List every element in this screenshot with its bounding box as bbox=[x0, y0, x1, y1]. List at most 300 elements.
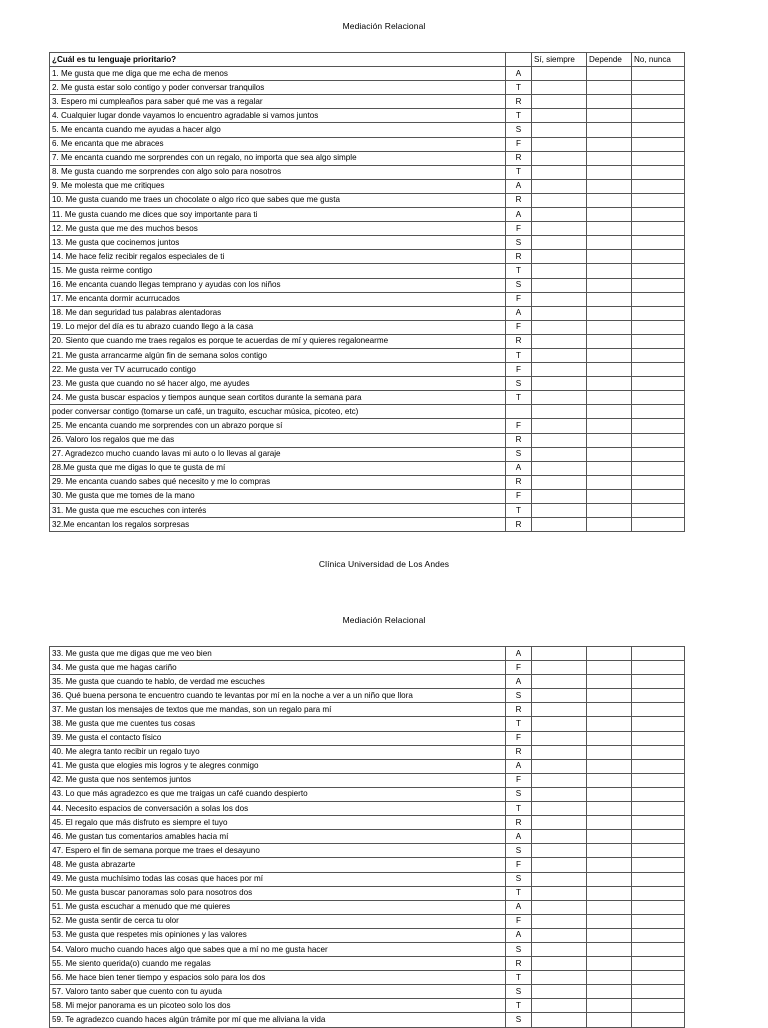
answer-si-siempre-cell[interactable] bbox=[532, 773, 587, 787]
language-code: R bbox=[506, 250, 532, 264]
answer-no-nunca-cell[interactable] bbox=[632, 759, 685, 773]
answer-si-siempre-cell[interactable] bbox=[532, 957, 587, 971]
answer-depende-cell[interactable] bbox=[587, 81, 632, 95]
answer-depende-cell[interactable] bbox=[587, 489, 632, 503]
answer-no-nunca-cell[interactable] bbox=[632, 208, 685, 222]
page1-title: Mediación Relacional bbox=[342, 21, 426, 31]
answer-no-nunca-cell[interactable] bbox=[632, 292, 685, 306]
table-row bbox=[50, 914, 685, 928]
answer-depende-cell[interactable] bbox=[587, 109, 632, 123]
answer-depende-cell[interactable] bbox=[587, 306, 632, 320]
answer-si-siempre-cell[interactable] bbox=[532, 518, 587, 532]
language-code: S bbox=[506, 123, 532, 137]
answer-no-nunca-cell[interactable] bbox=[632, 971, 685, 985]
answer-depende-cell[interactable] bbox=[587, 419, 632, 433]
answer-depende-cell[interactable] bbox=[587, 363, 632, 377]
table-row bbox=[50, 773, 685, 787]
table-row bbox=[50, 363, 685, 377]
language-code: S bbox=[506, 985, 532, 999]
answer-no-nunca-cell[interactable] bbox=[632, 109, 685, 123]
table-row bbox=[50, 419, 685, 433]
question-text: 55. Me siento querida(o) cuando me regalas bbox=[50, 957, 506, 971]
language-code: R bbox=[506, 334, 532, 348]
answer-si-siempre-cell[interactable] bbox=[532, 489, 587, 503]
answer-depende-cell[interactable] bbox=[587, 264, 632, 278]
table-row bbox=[50, 518, 685, 532]
answer-no-nunca-cell[interactable] bbox=[632, 264, 685, 278]
answer-si-siempre-cell[interactable] bbox=[532, 123, 587, 137]
question-text: 14. Me hace feliz recibir regalos especiales de ti bbox=[50, 250, 506, 264]
answer-si-siempre-cell[interactable] bbox=[532, 661, 587, 675]
answer-no-nunca-cell[interactable] bbox=[632, 377, 685, 391]
language-code: F bbox=[506, 320, 532, 334]
answer-si-siempre-cell[interactable] bbox=[532, 208, 587, 222]
answer-si-siempre-cell[interactable] bbox=[532, 391, 587, 405]
question-text: 45. El regalo que más disfruto es siempre el tuyo bbox=[50, 816, 506, 830]
question-text: 18. Me dan seguridad tus palabras alentadoras bbox=[50, 306, 506, 320]
answer-depende-cell[interactable] bbox=[587, 292, 632, 306]
answer-si-siempre-cell[interactable] bbox=[532, 179, 587, 193]
answer-si-siempre-cell[interactable] bbox=[532, 292, 587, 306]
question-text: 54. Valoro mucho cuando haces algo que sabes que a mí no me gusta hacer bbox=[50, 942, 506, 956]
table-row bbox=[50, 179, 685, 193]
answer-depende-cell[interactable] bbox=[587, 334, 632, 348]
answer-si-siempre-cell[interactable] bbox=[532, 759, 587, 773]
answer-depende-cell[interactable] bbox=[587, 745, 632, 759]
col-no-nunca-header: No, nunca bbox=[632, 53, 685, 67]
answer-no-nunca-cell[interactable] bbox=[632, 222, 685, 236]
answer-si-siempre-cell[interactable] bbox=[532, 306, 587, 320]
answer-no-nunca-cell[interactable] bbox=[632, 250, 685, 264]
answer-depende-cell[interactable] bbox=[587, 222, 632, 236]
table-row bbox=[50, 67, 685, 81]
answer-depende-cell[interactable] bbox=[587, 647, 632, 661]
answer-depende-cell[interactable] bbox=[587, 278, 632, 292]
answer-no-nunca-cell[interactable] bbox=[632, 689, 685, 703]
table-row bbox=[50, 731, 685, 745]
table-row bbox=[50, 377, 685, 391]
answer-depende-cell[interactable] bbox=[587, 985, 632, 999]
answer-depende-cell[interactable] bbox=[587, 348, 632, 362]
answer-si-siempre-cell[interactable] bbox=[532, 914, 587, 928]
answer-si-siempre-cell[interactable] bbox=[532, 816, 587, 830]
answer-depende-cell[interactable] bbox=[587, 475, 632, 489]
answer-no-nunca-cell[interactable] bbox=[632, 1013, 685, 1027]
answer-si-siempre-cell[interactable] bbox=[532, 447, 587, 461]
answer-si-siempre-cell[interactable] bbox=[532, 433, 587, 447]
answer-si-siempre-cell[interactable] bbox=[532, 334, 587, 348]
question-text: 57. Valoro tanto saber que cuento con tu ayuda bbox=[50, 985, 506, 999]
language-code: A bbox=[506, 900, 532, 914]
answer-depende-cell[interactable] bbox=[587, 971, 632, 985]
answer-no-nunca-cell[interactable] bbox=[632, 67, 685, 81]
table-row bbox=[50, 886, 685, 900]
answer-si-siempre-cell[interactable] bbox=[532, 137, 587, 151]
table-row bbox=[50, 689, 685, 703]
answer-no-nunca-cell[interactable] bbox=[632, 647, 685, 661]
question-text: 11. Me gusta cuando me dices que soy importante para ti bbox=[50, 208, 506, 222]
language-code: S bbox=[506, 787, 532, 801]
answer-no-nunca-cell[interactable] bbox=[632, 928, 685, 942]
answer-si-siempre-cell[interactable] bbox=[532, 419, 587, 433]
answer-no-nunca-cell[interactable] bbox=[632, 957, 685, 971]
language-code: T bbox=[506, 717, 532, 731]
table-row bbox=[50, 971, 685, 985]
answer-si-siempre-cell[interactable] bbox=[532, 320, 587, 334]
answer-si-siempre-cell[interactable] bbox=[532, 886, 587, 900]
question-text: 37. Me gustan los mensajes de textos que me mandas, son un regalo para mí bbox=[50, 703, 506, 717]
answer-no-nunca-cell[interactable] bbox=[632, 745, 685, 759]
answer-no-nunca-cell[interactable] bbox=[632, 914, 685, 928]
question-text: 20. Siento que cuando me traes regalos es porque te acuerdas de mí y quieres regalonearme bbox=[50, 334, 506, 348]
language-code: R bbox=[506, 95, 532, 109]
answer-si-siempre-cell[interactable] bbox=[532, 942, 587, 956]
language-code: A bbox=[506, 647, 532, 661]
answer-si-siempre-cell[interactable] bbox=[532, 844, 587, 858]
answer-si-siempre-cell[interactable] bbox=[532, 900, 587, 914]
question-text: 46. Me gustan tus comentarios amables hacia mí bbox=[50, 830, 506, 844]
answer-si-siempre-cell[interactable] bbox=[532, 193, 587, 207]
question-text: 34. Me gusta que me hagas cariño bbox=[50, 661, 506, 675]
answer-no-nunca-cell[interactable] bbox=[632, 802, 685, 816]
answer-depende-cell[interactable] bbox=[587, 137, 632, 151]
language-code: F bbox=[506, 914, 532, 928]
answer-depende-cell[interactable] bbox=[587, 461, 632, 475]
question-text: 32.Me encantan los regalos sorpresas bbox=[50, 518, 506, 532]
table-row bbox=[50, 858, 685, 872]
answer-depende-cell[interactable] bbox=[587, 689, 632, 703]
language-code: F bbox=[506, 661, 532, 675]
answer-depende-cell[interactable] bbox=[587, 193, 632, 207]
question-text: 17. Me encanta dormir acurrucados bbox=[50, 292, 506, 306]
answer-si-siempre-cell[interactable] bbox=[532, 236, 587, 250]
answer-no-nunca-cell[interactable] bbox=[632, 405, 685, 419]
answer-si-siempre-cell[interactable] bbox=[532, 675, 587, 689]
answer-no-nunca-cell[interactable] bbox=[632, 278, 685, 292]
answer-si-siempre-cell[interactable] bbox=[532, 264, 587, 278]
col-si-siempre-header: Sí, siempre bbox=[532, 53, 587, 67]
answer-no-nunca-cell[interactable] bbox=[632, 348, 685, 362]
answer-depende-cell[interactable] bbox=[587, 236, 632, 250]
answer-si-siempre-cell[interactable] bbox=[532, 405, 587, 419]
answer-no-nunca-cell[interactable] bbox=[632, 504, 685, 518]
answer-si-siempre-cell[interactable] bbox=[532, 731, 587, 745]
answer-no-nunca-cell[interactable] bbox=[632, 999, 685, 1013]
table-row bbox=[50, 745, 685, 759]
question-text: 25. Me encanta cuando me sorprendes con un abrazo porque sí bbox=[50, 419, 506, 433]
answer-depende-cell[interactable] bbox=[587, 151, 632, 165]
language-code bbox=[506, 405, 532, 419]
answer-si-siempre-cell[interactable] bbox=[532, 461, 587, 475]
language-code: R bbox=[506, 475, 532, 489]
footer-institution: Clínica Universidad de Los Andes bbox=[318, 559, 450, 569]
answer-no-nunca-cell[interactable] bbox=[632, 489, 685, 503]
language-code: F bbox=[506, 137, 532, 151]
answer-depende-cell[interactable] bbox=[587, 320, 632, 334]
answer-depende-cell[interactable] bbox=[587, 405, 632, 419]
questionnaire-table-1 bbox=[49, 52, 685, 532]
question-text: 43. Lo que más agradezco es que me traigas un café cuando despierto bbox=[50, 787, 506, 801]
language-code: S bbox=[506, 872, 532, 886]
answer-no-nunca-cell[interactable] bbox=[632, 830, 685, 844]
answer-depende-cell[interactable] bbox=[587, 1013, 632, 1027]
language-code: A bbox=[506, 67, 532, 81]
answer-si-siempre-cell[interactable] bbox=[532, 830, 587, 844]
question-text: 19. Lo mejor del día es tu abrazo cuando llego a la casa bbox=[50, 320, 506, 334]
answer-si-siempre-cell[interactable] bbox=[532, 999, 587, 1013]
answer-no-nunca-cell[interactable] bbox=[632, 985, 685, 999]
table-row bbox=[50, 250, 685, 264]
answer-depende-cell[interactable] bbox=[587, 999, 632, 1013]
language-code: T bbox=[506, 348, 532, 362]
answer-no-nunca-cell[interactable] bbox=[632, 123, 685, 137]
answer-no-nunca-cell[interactable] bbox=[632, 816, 685, 830]
table-row bbox=[50, 942, 685, 956]
question-text: 2. Me gusta estar solo contigo y poder conversar tranquilos bbox=[50, 81, 506, 95]
language-code: T bbox=[506, 802, 532, 816]
answer-no-nunca-cell[interactable] bbox=[632, 942, 685, 956]
answer-si-siempre-cell[interactable] bbox=[532, 703, 587, 717]
answer-depende-cell[interactable] bbox=[587, 504, 632, 518]
language-code: R bbox=[506, 151, 532, 165]
language-code: T bbox=[506, 886, 532, 900]
question-header: ¿Cuál es tu lenguaje prioritario? bbox=[50, 53, 506, 67]
answer-no-nunca-cell[interactable] bbox=[632, 475, 685, 489]
answer-depende-cell[interactable] bbox=[587, 942, 632, 956]
language-code: T bbox=[506, 391, 532, 405]
answer-si-siempre-cell[interactable] bbox=[532, 278, 587, 292]
answer-depende-cell[interactable] bbox=[587, 928, 632, 942]
answer-depende-cell[interactable] bbox=[587, 802, 632, 816]
answer-depende-cell[interactable] bbox=[587, 844, 632, 858]
table-row bbox=[50, 475, 685, 489]
answer-no-nunca-cell[interactable] bbox=[632, 433, 685, 447]
answer-si-siempre-cell[interactable] bbox=[532, 717, 587, 731]
answer-depende-cell[interactable] bbox=[587, 872, 632, 886]
answer-no-nunca-cell[interactable] bbox=[632, 179, 685, 193]
question-text: 23. Me gusta que cuando no sé hacer algo, me ayudes bbox=[50, 377, 506, 391]
question-text: 21. Me gusta arrancarme algún fin de semana solos contigo bbox=[50, 348, 506, 362]
question-text: 31. Me gusta que me escuches con interés bbox=[50, 504, 506, 518]
answer-no-nunca-cell[interactable] bbox=[632, 461, 685, 475]
table-row bbox=[50, 334, 685, 348]
question-text: 5. Me encanta cuando me ayudas a hacer algo bbox=[50, 123, 506, 137]
table-row bbox=[50, 447, 685, 461]
language-code: T bbox=[506, 81, 532, 95]
answer-si-siempre-cell[interactable] bbox=[532, 67, 587, 81]
language-code: S bbox=[506, 278, 532, 292]
code-header bbox=[506, 53, 532, 67]
answer-si-siempre-cell[interactable] bbox=[532, 787, 587, 801]
answer-si-siempre-cell[interactable] bbox=[532, 222, 587, 236]
answer-no-nunca-cell[interactable] bbox=[632, 334, 685, 348]
table-row bbox=[50, 306, 685, 320]
answer-depende-cell[interactable] bbox=[587, 759, 632, 773]
questionnaire-table-2 bbox=[49, 646, 685, 1028]
question-text: 13. Me gusta que cocinemos juntos bbox=[50, 236, 506, 250]
answer-no-nunca-cell[interactable] bbox=[632, 773, 685, 787]
answer-no-nunca-cell[interactable] bbox=[632, 363, 685, 377]
answer-depende-cell[interactable] bbox=[587, 703, 632, 717]
answer-no-nunca-cell[interactable] bbox=[632, 81, 685, 95]
question-text: 3. Espero mi cumpleaños para saber qué me vas a regalar bbox=[50, 95, 506, 109]
language-code: F bbox=[506, 363, 532, 377]
answer-si-siempre-cell[interactable] bbox=[532, 647, 587, 661]
question-text: 44. Necesito espacios de conversación a solas los dos bbox=[50, 802, 506, 816]
answer-no-nunca-cell[interactable] bbox=[632, 193, 685, 207]
language-code: R bbox=[506, 193, 532, 207]
language-code: R bbox=[506, 518, 532, 532]
answer-si-siempre-cell[interactable] bbox=[532, 165, 587, 179]
answer-no-nunca-cell[interactable] bbox=[632, 872, 685, 886]
answer-depende-cell[interactable] bbox=[587, 391, 632, 405]
language-code: R bbox=[506, 957, 532, 971]
answer-si-siempre-cell[interactable] bbox=[532, 377, 587, 391]
language-code: A bbox=[506, 179, 532, 193]
question-text: 12. Me gusta que me des muchos besos bbox=[50, 222, 506, 236]
answer-depende-cell[interactable] bbox=[587, 447, 632, 461]
answer-si-siempre-cell[interactable] bbox=[532, 151, 587, 165]
language-code: S bbox=[506, 1013, 532, 1027]
answer-si-siempre-cell[interactable] bbox=[532, 985, 587, 999]
question-text: 26. Valoro los regalos que me das bbox=[50, 433, 506, 447]
answer-no-nunca-cell[interactable] bbox=[632, 518, 685, 532]
answer-no-nunca-cell[interactable] bbox=[632, 447, 685, 461]
answer-depende-cell[interactable] bbox=[587, 165, 632, 179]
question-text: 9. Me molesta que me critiques bbox=[50, 179, 506, 193]
table-row bbox=[50, 151, 685, 165]
answer-depende-cell[interactable] bbox=[587, 787, 632, 801]
answer-depende-cell[interactable] bbox=[587, 518, 632, 532]
language-code: T bbox=[506, 971, 532, 985]
table-row bbox=[50, 999, 685, 1013]
answer-no-nunca-cell[interactable] bbox=[632, 419, 685, 433]
answer-si-siempre-cell[interactable] bbox=[532, 802, 587, 816]
language-code: A bbox=[506, 928, 532, 942]
answer-no-nunca-cell[interactable] bbox=[632, 886, 685, 900]
table-row bbox=[50, 123, 685, 137]
answer-depende-cell[interactable] bbox=[587, 816, 632, 830]
answer-si-siempre-cell[interactable] bbox=[532, 858, 587, 872]
answer-depende-cell[interactable] bbox=[587, 858, 632, 872]
question-text: poder conversar contigo (tomarse un café, un traguito, escuchar música, picoteo, etc) bbox=[50, 405, 506, 419]
language-code: A bbox=[506, 675, 532, 689]
answer-no-nunca-cell[interactable] bbox=[632, 95, 685, 109]
answer-no-nunca-cell[interactable] bbox=[632, 858, 685, 872]
answer-no-nunca-cell[interactable] bbox=[632, 236, 685, 250]
answer-no-nunca-cell[interactable] bbox=[632, 661, 685, 675]
answer-si-siempre-cell[interactable] bbox=[532, 971, 587, 985]
language-code: S bbox=[506, 689, 532, 703]
question-text: 27. Agradezco mucho cuando lavas mi auto o lo llevas al garaje bbox=[50, 447, 506, 461]
language-code: S bbox=[506, 447, 532, 461]
answer-depende-cell[interactable] bbox=[587, 377, 632, 391]
col-depende-header: Depende bbox=[587, 53, 632, 67]
table-header-row bbox=[50, 53, 685, 67]
table-row bbox=[50, 759, 685, 773]
table-row bbox=[50, 872, 685, 886]
answer-si-siempre-cell[interactable] bbox=[532, 363, 587, 377]
answer-si-siempre-cell[interactable] bbox=[532, 348, 587, 362]
answer-no-nunca-cell[interactable] bbox=[632, 717, 685, 731]
answer-depende-cell[interactable] bbox=[587, 957, 632, 971]
answer-si-siempre-cell[interactable] bbox=[532, 250, 587, 264]
answer-no-nunca-cell[interactable] bbox=[632, 151, 685, 165]
question-text: 35. Me gusta que cuando te hablo, de verdad me escuches bbox=[50, 675, 506, 689]
answer-depende-cell[interactable] bbox=[587, 661, 632, 675]
answer-no-nunca-cell[interactable] bbox=[632, 320, 685, 334]
answer-no-nunca-cell[interactable] bbox=[632, 731, 685, 745]
answer-si-siempre-cell[interactable] bbox=[532, 475, 587, 489]
question-text: 42. Me gusta que nos sentemos juntos bbox=[50, 773, 506, 787]
answer-depende-cell[interactable] bbox=[587, 179, 632, 193]
answer-depende-cell[interactable] bbox=[587, 830, 632, 844]
table-row bbox=[50, 391, 685, 405]
table-row bbox=[50, 802, 685, 816]
answer-no-nunca-cell[interactable] bbox=[632, 137, 685, 151]
language-code: R bbox=[506, 703, 532, 717]
answer-depende-cell[interactable] bbox=[587, 675, 632, 689]
answer-si-siempre-cell[interactable] bbox=[532, 928, 587, 942]
answer-depende-cell[interactable] bbox=[587, 433, 632, 447]
answer-si-siempre-cell[interactable] bbox=[532, 109, 587, 123]
answer-depende-cell[interactable] bbox=[587, 250, 632, 264]
answer-no-nunca-cell[interactable] bbox=[632, 306, 685, 320]
answer-no-nunca-cell[interactable] bbox=[632, 787, 685, 801]
table-row bbox=[50, 348, 685, 362]
answer-depende-cell[interactable] bbox=[587, 123, 632, 137]
answer-no-nunca-cell[interactable] bbox=[632, 703, 685, 717]
answer-no-nunca-cell[interactable] bbox=[632, 675, 685, 689]
table-row bbox=[50, 264, 685, 278]
answer-no-nunca-cell[interactable] bbox=[632, 391, 685, 405]
answer-si-siempre-cell[interactable] bbox=[532, 95, 587, 109]
table-row bbox=[50, 830, 685, 844]
answer-no-nunca-cell[interactable] bbox=[632, 844, 685, 858]
question-text: 24. Me gusta buscar espacios y tiempos aunque sean cortitos durante la semana para bbox=[50, 391, 506, 405]
question-text: 4. Cualquier lugar donde vayamos lo encuentro agradable si vamos juntos bbox=[50, 109, 506, 123]
answer-depende-cell[interactable] bbox=[587, 67, 632, 81]
question-text: 8. Me gusta cuando me sorprendes con algo solo para nosotros bbox=[50, 165, 506, 179]
answer-si-siempre-cell[interactable] bbox=[532, 81, 587, 95]
question-text: 59. Te agradezco cuando haces algún trámite por mí que me aliviana la vida bbox=[50, 1013, 506, 1027]
question-text: 7. Me encanta cuando me sorprendes con un regalo, no importa que sea algo simple bbox=[50, 151, 506, 165]
answer-si-siempre-cell[interactable] bbox=[532, 689, 587, 703]
answer-si-siempre-cell[interactable] bbox=[532, 745, 587, 759]
question-text: 58. Mi mejor panorama es un picoteo solo los dos bbox=[50, 999, 506, 1013]
answer-depende-cell[interactable] bbox=[587, 886, 632, 900]
answer-si-siempre-cell[interactable] bbox=[532, 504, 587, 518]
answer-si-siempre-cell[interactable] bbox=[532, 1013, 587, 1027]
answer-depende-cell[interactable] bbox=[587, 208, 632, 222]
answer-si-siempre-cell[interactable] bbox=[532, 872, 587, 886]
question-text: 40. Me alegra tanto recibir un regalo tuyo bbox=[50, 745, 506, 759]
answer-depende-cell[interactable] bbox=[587, 717, 632, 731]
language-code: F bbox=[506, 858, 532, 872]
answer-depende-cell[interactable] bbox=[587, 731, 632, 745]
table-row bbox=[50, 95, 685, 109]
language-code: S bbox=[506, 377, 532, 391]
answer-no-nunca-cell[interactable] bbox=[632, 165, 685, 179]
page2-title: Mediación Relacional bbox=[342, 615, 426, 625]
answer-depende-cell[interactable] bbox=[587, 914, 632, 928]
answer-depende-cell[interactable] bbox=[587, 900, 632, 914]
question-text: 1. Me gusta que me diga que me echa de menos bbox=[50, 67, 506, 81]
answer-depende-cell[interactable] bbox=[587, 95, 632, 109]
answer-depende-cell[interactable] bbox=[587, 773, 632, 787]
answer-no-nunca-cell[interactable] bbox=[632, 900, 685, 914]
table-row bbox=[50, 461, 685, 475]
